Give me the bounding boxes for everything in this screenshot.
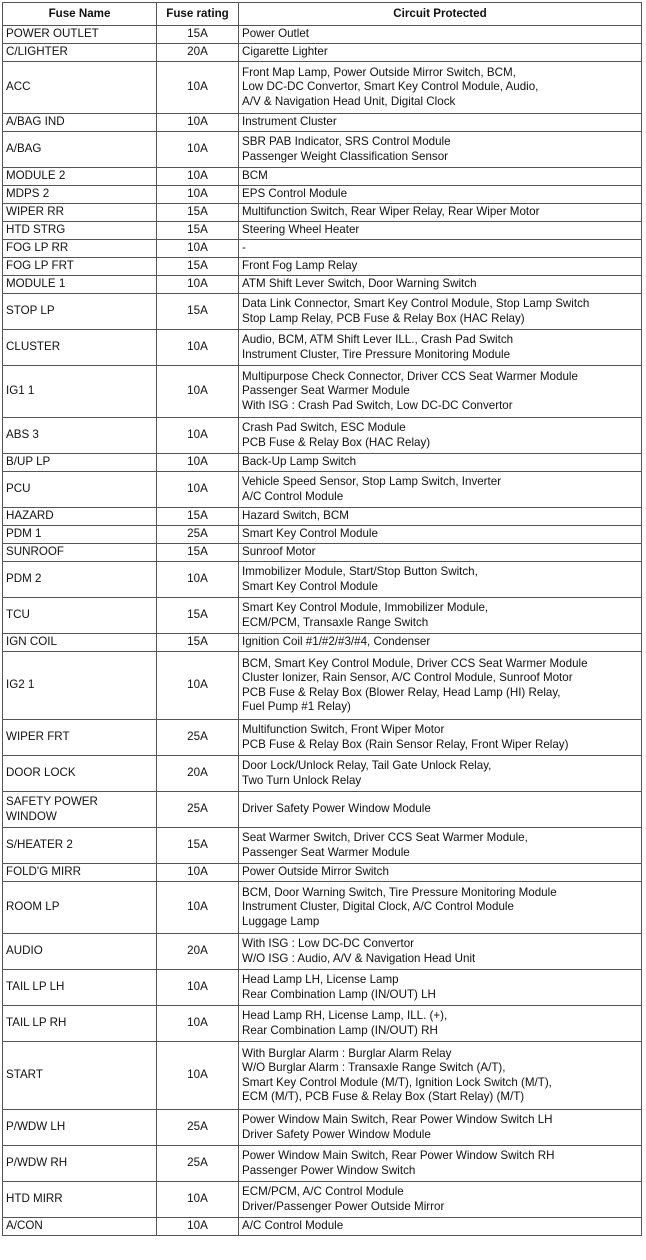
- table-row: [3, 970, 642, 1006]
- circuit-protected-cell: BCM, Smart Key Control Module, Driver CCS Seat Warmer Module Cluster Ionizer, Rain Sensor, A/C Control Module, Sunroof Motor PCB Fuse & Relay Box (Blower Relay, Head Lamp (HI) Relay, Fuel Pump #1 Relay): [239, 652, 642, 720]
- circuit-protected-cell: Smart Key Control Module: [239, 526, 642, 544]
- fuse-rating-cell: 10A: [157, 970, 239, 1006]
- table-row: [3, 294, 642, 330]
- fuse-table-body: [3, 26, 642, 1236]
- circuit-protected-cell: SBR PAB Indicator, SRS Control Module Passenger Weight Classification Sensor: [239, 132, 642, 168]
- circuit-protected-cell: BCM: [239, 168, 642, 186]
- fuse-name-cell: P/WDW LH: [3, 1110, 157, 1146]
- circuit-protected-cell: Ignition Coil #1/#2/#3/#4, Condenser: [239, 634, 642, 652]
- fuse-name-cell: ACC: [3, 62, 157, 114]
- circuit-protected-cell: With Burglar Alarm : Burglar Alarm Relay W/O Burglar Alarm : Transaxle Range Switch (A/T), Smart Key Control Module (M/T), Ignition Lock Switch (M/T), ECM (M/T), PCB Fuse & Relay Box (Start Relay) (M/T): [239, 1042, 642, 1110]
- table-row: [3, 222, 642, 240]
- table-row: [3, 1006, 642, 1042]
- fuse-rating-cell: 15A: [157, 204, 239, 222]
- fuse-rating-cell: 10A: [157, 472, 239, 508]
- circuit-protected-cell: Audio, BCM, ATM Shift Lever ILL., Crash Pad Switch Instrument Cluster, Tire Pressure Monitoring Module: [239, 330, 642, 366]
- fuse-name-cell: START: [3, 1042, 157, 1110]
- fuse-rating-cell: 10A: [157, 62, 239, 114]
- header-row: [3, 3, 642, 26]
- circuit-protected-cell: Smart Key Control Module, Immobilizer Module, ECM/PCM, Transaxle Range Switch: [239, 598, 642, 634]
- fuse-rating-cell: 10A: [157, 1182, 239, 1218]
- fuse-name-cell: MODULE 2: [3, 168, 157, 186]
- table-row: [3, 204, 642, 222]
- circuit-protected-cell: Door Lock/Unlock Relay, Tail Gate Unlock Relay, Two Turn Unlock Relay: [239, 756, 642, 792]
- fuse-rating-cell: 15A: [157, 294, 239, 330]
- circuit-protected-cell: Crash Pad Switch, ESC Module PCB Fuse & Relay Box (HAC Relay): [239, 418, 642, 454]
- circuit-protected-cell: Steering Wheel Heater: [239, 222, 642, 240]
- fuse-rating-cell: 10A: [157, 1042, 239, 1110]
- fuse-name-cell: A/CON: [3, 1218, 157, 1236]
- fuse-name-cell: SAFETY POWER WINDOW: [3, 792, 157, 828]
- table-row: [3, 864, 642, 882]
- fuse-name-cell: B/UP LP: [3, 454, 157, 472]
- fuse-rating-cell: 10A: [157, 168, 239, 186]
- table-row: [3, 544, 642, 562]
- fuse-name-cell: IG2 1: [3, 652, 157, 720]
- circuit-protected-cell: Driver Safety Power Window Module: [239, 792, 642, 828]
- fuse-rating-cell: 15A: [157, 634, 239, 652]
- circuit-protected-cell: ECM/PCM, A/C Control Module Driver/Passenger Power Outside Mirror: [239, 1182, 642, 1218]
- table-row: [3, 882, 642, 934]
- fuse-rating-cell: 10A: [157, 864, 239, 882]
- header-fuse-name: Fuse Name: [3, 3, 157, 26]
- circuit-protected-cell: Power Outlet: [239, 26, 642, 44]
- circuit-protected-cell: Vehicle Speed Sensor, Stop Lamp Switch, Inverter A/C Control Module: [239, 472, 642, 508]
- table-row: [3, 276, 642, 294]
- fuse-rating-cell: 25A: [157, 1110, 239, 1146]
- table-row: [3, 720, 642, 756]
- fuse-name-cell: PCU: [3, 472, 157, 508]
- circuit-protected-cell: Back-Up Lamp Switch: [239, 454, 642, 472]
- circuit-protected-cell: Power Window Main Switch, Rear Power Window Switch RH Passenger Power Window Switch: [239, 1146, 642, 1182]
- table-row: [3, 258, 642, 276]
- table-row: [3, 562, 642, 598]
- fuse-name-cell: TAIL LP RH: [3, 1006, 157, 1042]
- fuse-rating-cell: 25A: [157, 526, 239, 544]
- fuse-rating-cell: 10A: [157, 186, 239, 204]
- fuse-rating-cell: 10A: [157, 1218, 239, 1236]
- circuit-protected-cell: Cigarette Lighter: [239, 44, 642, 62]
- fuse-name-cell: C/LIGHTER: [3, 44, 157, 62]
- table-row: [3, 598, 642, 634]
- circuit-protected-cell: Immobilizer Module, Start/Stop Button Switch, Smart Key Control Module: [239, 562, 642, 598]
- circuit-protected-cell: Multifunction Switch, Front Wiper Motor PCB Fuse & Relay Box (Rain Sensor Relay, Front Wiper Relay): [239, 720, 642, 756]
- fuse-rating-cell: 15A: [157, 222, 239, 240]
- fuse-rating-cell: 10A: [157, 240, 239, 258]
- fuse-name-cell: FOLD'G MIRR: [3, 864, 157, 882]
- table-row: [3, 26, 642, 44]
- table-row: [3, 508, 642, 526]
- fuse-name-cell: IG1 1: [3, 366, 157, 418]
- fuse-rating-cell: 25A: [157, 720, 239, 756]
- fuse-rating-cell: 15A: [157, 508, 239, 526]
- fuse-rating-cell: 15A: [157, 258, 239, 276]
- fuse-rating-cell: 10A: [157, 418, 239, 454]
- header-circuit-protected: Circuit Protected: [239, 3, 642, 26]
- table-row: [3, 1110, 642, 1146]
- fuse-name-cell: HTD STRG: [3, 222, 157, 240]
- fuse-rating-cell: 15A: [157, 598, 239, 634]
- fuse-name-cell: POWER OUTLET: [3, 26, 157, 44]
- fuse-rating-cell: 10A: [157, 132, 239, 168]
- table-row: [3, 454, 642, 472]
- table-row: [3, 1146, 642, 1182]
- circuit-protected-cell: Sunroof Motor: [239, 544, 642, 562]
- fuse-name-cell: WIPER FRT: [3, 720, 157, 756]
- circuit-protected-cell: Seat Warmer Switch, Driver CCS Seat Warmer Module, Passenger Seat Warmer Module: [239, 828, 642, 864]
- fuse-name-cell: HTD MIRR: [3, 1182, 157, 1218]
- circuit-protected-cell: Data Link Connector, Smart Key Control Module, Stop Lamp Switch Stop Lamp Relay, PCB Fuse & Relay Box (HAC Relay): [239, 294, 642, 330]
- table-row: [3, 1042, 642, 1110]
- table-row: [3, 526, 642, 544]
- circuit-protected-cell: Power Outside Mirror Switch: [239, 864, 642, 882]
- table-row: [3, 366, 642, 418]
- fuse-rating-cell: 10A: [157, 562, 239, 598]
- circuit-protected-cell: Head Lamp RH, License Lamp, ILL. (+), Rear Combination Lamp (IN/OUT) RH: [239, 1006, 642, 1042]
- circuit-protected-cell: Front Map Lamp, Power Outside Mirror Switch, BCM, Low DC-DC Convertor, Smart Key Control Module, Audio, A/V & Navigation Head Unit, Digital Clock: [239, 62, 642, 114]
- fuse-name-cell: A/BAG: [3, 132, 157, 168]
- table-row: [3, 418, 642, 454]
- fuse-name-cell: A/BAG IND: [3, 114, 157, 132]
- fuse-name-cell: CLUSTER: [3, 330, 157, 366]
- fuse-rating-cell: 15A: [157, 828, 239, 864]
- circuit-protected-cell: ATM Shift Lever Switch, Door Warning Switch: [239, 276, 642, 294]
- table-row: [3, 756, 642, 792]
- fuse-rating-cell: 20A: [157, 756, 239, 792]
- fuse-rating-cell: 10A: [157, 1006, 239, 1042]
- table-row: [3, 168, 642, 186]
- fuse-name-cell: HAZARD: [3, 508, 157, 526]
- circuit-protected-cell: A/C Control Module: [239, 1218, 642, 1236]
- fuse-name-cell: FOG LP FRT: [3, 258, 157, 276]
- circuit-protected-cell: Front Fog Lamp Relay: [239, 258, 642, 276]
- fuse-name-cell: DOOR LOCK: [3, 756, 157, 792]
- circuit-protected-cell: Multifunction Switch, Rear Wiper Relay, Rear Wiper Motor: [239, 204, 642, 222]
- fuse-rating-cell: 10A: [157, 882, 239, 934]
- fuse-name-cell: MODULE 1: [3, 276, 157, 294]
- fuse-rating-cell: 10A: [157, 454, 239, 472]
- circuit-protected-cell: Hazard Switch, BCM: [239, 508, 642, 526]
- fuse-name-cell: PDM 2: [3, 562, 157, 598]
- fuse-name-cell: WIPER RR: [3, 204, 157, 222]
- table-row: [3, 1182, 642, 1218]
- table-row: [3, 828, 642, 864]
- circuit-protected-cell: Multipurpose Check Connector, Driver CCS Seat Warmer Module Passenger Seat Warmer Module With ISG : Crash Pad Switch, Low DC-DC Convertor: [239, 366, 642, 418]
- fuse-rating-cell: 10A: [157, 330, 239, 366]
- table-row: [3, 186, 642, 204]
- circuit-protected-cell: -: [239, 240, 642, 258]
- fuse-name-cell: S/HEATER 2: [3, 828, 157, 864]
- table-row: [3, 634, 642, 652]
- fuse-table: [2, 2, 642, 1236]
- table-row: [3, 240, 642, 258]
- table-row: [3, 132, 642, 168]
- circuit-protected-cell: With ISG : Low DC-DC Convertor W/O ISG : Audio, A/V & Navigation Head Unit: [239, 934, 642, 970]
- fuse-rating-cell: 10A: [157, 114, 239, 132]
- fuse-rating-cell: 25A: [157, 1146, 239, 1182]
- circuit-protected-cell: Instrument Cluster: [239, 114, 642, 132]
- table-row: [3, 652, 642, 720]
- fuse-name-cell: P/WDW RH: [3, 1146, 157, 1182]
- table-row: [3, 934, 642, 970]
- fuse-name-cell: ABS 3: [3, 418, 157, 454]
- table-row: [3, 114, 642, 132]
- fuse-name-cell: TCU: [3, 598, 157, 634]
- fuse-name-cell: TAIL LP LH: [3, 970, 157, 1006]
- fuse-name-cell: STOP LP: [3, 294, 157, 330]
- fuse-rating-cell: 10A: [157, 652, 239, 720]
- circuit-protected-cell: BCM, Door Warning Switch, Tire Pressure Monitoring Module Instrument Cluster, Digital Clock, A/C Control Module Luggage Lamp: [239, 882, 642, 934]
- fuse-rating-cell: 20A: [157, 934, 239, 970]
- fuse-rating-cell: 10A: [157, 276, 239, 294]
- header-fuse-rating: Fuse rating: [157, 3, 239, 26]
- fuse-rating-cell: 15A: [157, 544, 239, 562]
- fuse-rating-cell: 15A: [157, 26, 239, 44]
- table-row: [3, 1218, 642, 1236]
- circuit-protected-cell: Head Lamp LH, License Lamp Rear Combination Lamp (IN/OUT) LH: [239, 970, 642, 1006]
- fuse-name-cell: FOG LP RR: [3, 240, 157, 258]
- fuse-rating-cell: 25A: [157, 792, 239, 828]
- fuse-name-cell: AUDIO: [3, 934, 157, 970]
- table-row: [3, 44, 642, 62]
- fuse-name-cell: IGN COIL: [3, 634, 157, 652]
- fuse-rating-cell: 20A: [157, 44, 239, 62]
- fuse-name-cell: SUNROOF: [3, 544, 157, 562]
- fuse-name-cell: PDM 1: [3, 526, 157, 544]
- table-row: [3, 330, 642, 366]
- fuse-name-cell: MDPS 2: [3, 186, 157, 204]
- table-row: [3, 792, 642, 828]
- circuit-protected-cell: Power Window Main Switch, Rear Power Window Switch LH Driver Safety Power Window Module: [239, 1110, 642, 1146]
- table-row: [3, 62, 642, 114]
- table-row: [3, 472, 642, 508]
- fuse-rating-cell: 10A: [157, 366, 239, 418]
- circuit-protected-cell: EPS Control Module: [239, 186, 642, 204]
- fuse-name-cell: ROOM LP: [3, 882, 157, 934]
